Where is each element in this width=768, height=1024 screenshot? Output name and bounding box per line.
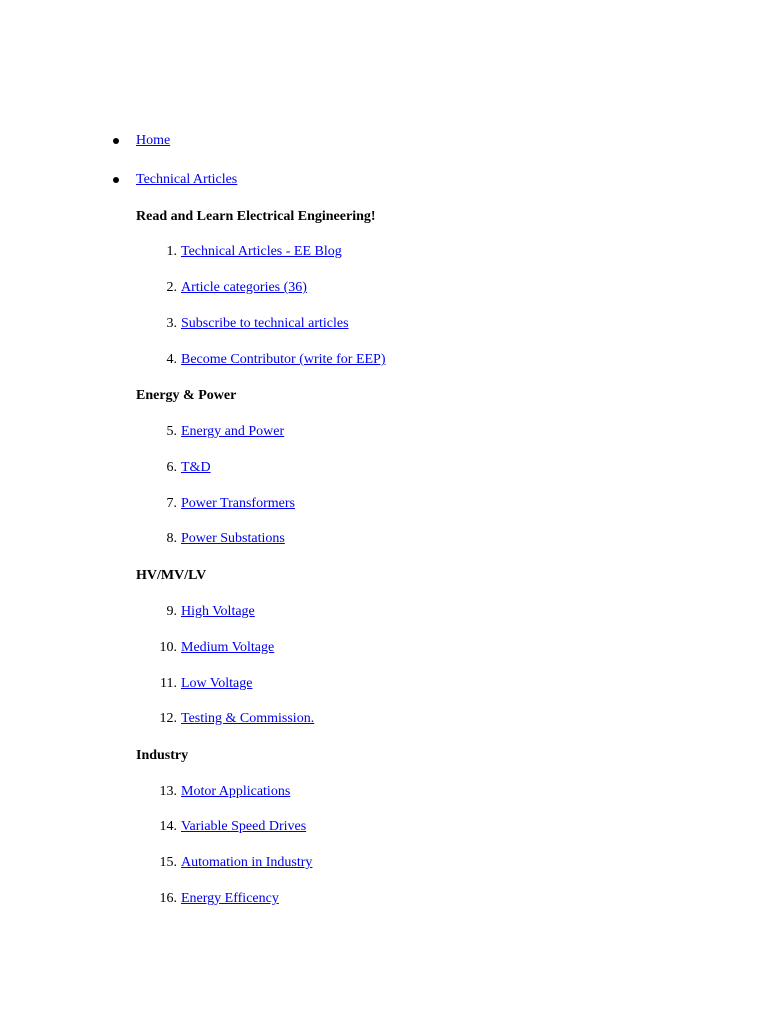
list-item-number: 6. [166, 460, 177, 475]
list-item [159, 890, 279, 908]
list-item [166, 459, 211, 477]
list-item-number: 4. [166, 352, 177, 367]
variable-speed-drives-link[interactable]: Variable Speed Drives [181, 819, 307, 834]
list-item-number: 8. [166, 531, 177, 546]
technical-articles-ee-blog-link[interactable]: Technical Articles - EE Blog [181, 244, 342, 259]
bullet-icon [113, 177, 119, 183]
low-voltage-link[interactable]: Low Voltage [181, 676, 253, 691]
list-item-number: 3. [166, 316, 177, 331]
section-heading-read-and-learn: Read and Learn Electrical Engineering! [136, 209, 376, 224]
motor-applications-link[interactable]: Motor Applications [181, 784, 291, 799]
subscribe-link[interactable]: Subscribe to technical articles [181, 316, 349, 331]
section-heading-energy-power: Energy & Power [136, 388, 237, 403]
nav-item-technical-articles [136, 171, 237, 189]
list-item [166, 603, 255, 621]
bullet-icon [113, 138, 119, 144]
list-item-number: 9. [166, 604, 177, 619]
list-item-number: 15. [159, 855, 177, 870]
power-substations-link[interactable]: Power Substations [181, 531, 285, 546]
become-contributor-link[interactable]: Become Contributor (write for EEP) [181, 352, 386, 367]
technical-articles-link[interactable]: Technical Articles [136, 172, 238, 187]
list-item-number: 16. [159, 891, 177, 906]
list-item-number: 14. [159, 819, 177, 834]
list-item [166, 243, 342, 261]
medium-voltage-link[interactable]: Medium Voltage [181, 640, 275, 655]
list-item-number: 12. [159, 711, 177, 726]
high-voltage-link[interactable]: High Voltage [181, 604, 255, 619]
list-item-number: 10. [159, 640, 177, 655]
power-transformers-link[interactable]: Power Transformers [181, 496, 295, 511]
article-categories-link[interactable]: Article categories (36) [181, 280, 307, 295]
list-item [166, 315, 349, 333]
automation-in-industry-link[interactable]: Automation in Industry [181, 855, 313, 870]
nav-item-home [136, 132, 170, 150]
energy-efficency-link[interactable]: Energy Efficency [181, 891, 279, 906]
list-item [160, 675, 253, 693]
home-link[interactable]: Home [136, 133, 171, 148]
list-item-number: 1. [166, 244, 177, 259]
section-heading-industry: Industry [136, 748, 189, 763]
list-item-number: 7. [166, 496, 177, 511]
list-item [166, 530, 285, 548]
list-item-number: 5. [166, 424, 177, 439]
list-item-number: 13. [159, 784, 177, 799]
list-item-number: 2. [166, 280, 177, 295]
list-item [159, 710, 315, 728]
energy-and-power-link[interactable]: Energy and Power [181, 424, 285, 439]
list-item [159, 818, 307, 836]
list-item-number: 11. [160, 676, 177, 691]
list-item [159, 854, 313, 872]
list-item [166, 279, 307, 297]
testing-commission-link[interactable]: Testing & Commission. [181, 711, 315, 726]
list-item [166, 495, 295, 513]
list-item [159, 639, 275, 657]
td-link[interactable]: T&D [181, 460, 211, 475]
section-heading-hv-mv-lv: HV/MV/LV [136, 568, 207, 583]
list-item [166, 423, 285, 441]
list-item [166, 351, 386, 369]
list-item [159, 783, 291, 801]
